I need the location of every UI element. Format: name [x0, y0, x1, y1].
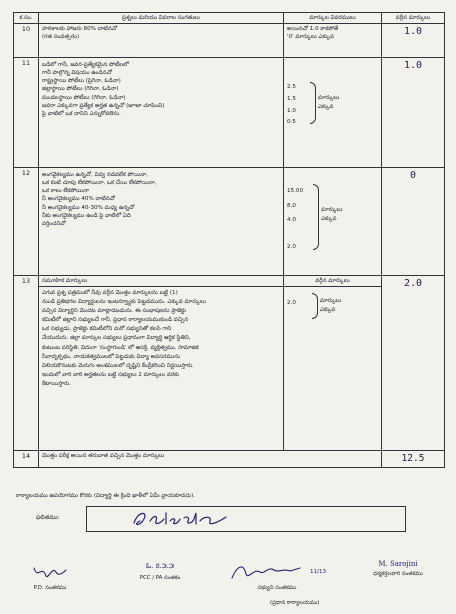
marks-line: '0' మార్కులు ఎక్కువ: [287, 34, 335, 41]
pcc-scribble: ఓ. ౭.౫.౫: [146, 562, 174, 570]
marks-values: [287, 82, 296, 129]
brace-icon: [310, 82, 316, 124]
pcc-signature-block: [120, 562, 200, 582]
item-line: ఒక సభ్యుడు, ప్రాజెక్టు కమిటీలోని మరో సభ్యునితో కలసి గాని: [42, 326, 172, 333]
item-line: ఒక కాలు లేకపోయినా: [42, 188, 89, 195]
row-number: 13: [14, 276, 39, 451]
marks-value: 15.00: [287, 188, 304, 195]
given-marks: 2.0: [382, 276, 445, 451]
row-number: 12: [14, 168, 39, 276]
item-line: జిల్లాస్థాయి పోటీలు (గెగినా, ఓడినా): [42, 86, 119, 93]
trustee-signature-label: ధర్మకర్తలవారి సంతకము: [373, 571, 423, 577]
item-line: విలియకొనుటకు మెరుగు అంశములలో దృష్టిని కేంద్రీకరించి నిర్ణయిస్తారు.: [42, 362, 194, 369]
member-signature-block: [222, 562, 332, 592]
row-heading: సమూహిక మార్కులు: [39, 276, 283, 287]
row-item: [39, 451, 382, 468]
item-line: బడిలో గానీ, జవర-ప్రత్యేకమైన పోటీలలో: [42, 62, 129, 69]
header-item: ప్రశ్నలు మరియు వివరాల సంగతులు: [39, 13, 284, 24]
pd-signature-label: P.D. సంతకము: [33, 585, 67, 591]
brace-label: మార్కులు ఎక్కువ: [319, 298, 342, 313]
item-line: కమిటీలో జిల్లాని సభ్యులచే గానీ, ప్రధాన కార్యాలయముకుండి వచ్చిన: [42, 317, 189, 324]
handwritten-result-signature: [130, 509, 250, 529]
item-line: వర్తించనిచో: [42, 220, 66, 227]
pd-signature-icon: [28, 562, 72, 582]
marks-values: [287, 184, 303, 254]
row-item: [39, 58, 284, 168]
item-line: పై వాటిలో ఒక దానిని ఎన్నుకోవలెను.: [42, 110, 121, 117]
marks-group: [287, 184, 378, 254]
item-line: నుండి ప్రతిభగల విద్యార్థులను ఇంటర్వ్యూకు పెట్టడమును. ఎక్కువ మార్కులు: [42, 299, 206, 306]
row-marks: [284, 168, 382, 276]
brace-icon: [312, 293, 318, 319]
table-row-13: [14, 276, 445, 451]
item-line: గానీ పాల్గొన్న విషయం ఉండినచో: [42, 70, 112, 77]
trustee-signature-block: [350, 560, 446, 578]
brace-label: మార్కులు ఎక్కువ: [317, 95, 340, 110]
marks-value: 0.5: [287, 119, 296, 126]
row-item: [39, 168, 284, 276]
pcc-signature-label: PCC / PA సంతకం: [139, 575, 181, 581]
item-line: మండలస్థాయి పోటీలు (గెగినా, ఓడినా): [42, 94, 126, 101]
item-line: వచ్చిన విద్యార్థిని మొదట మాట్లాడబడును. ఈ సంభాషణను ప్రాజెక్టు: [42, 308, 187, 315]
item-line: అంగవైకల్యము ఉన్నచో, వివ్వ నడవలేక పోయినా,: [42, 172, 149, 179]
row-number: 11: [14, 58, 39, 168]
row-marks: [284, 24, 382, 58]
brace-icon: [313, 184, 319, 250]
row-item: [39, 276, 284, 451]
marks-value: 8.0: [287, 202, 296, 209]
marks-value: 2.0: [287, 300, 296, 307]
item-line: ఎగువ ప్రశ్న పత్రములో నీవు వర్గీన మొత్తం మార్కులను బట్టి (1): [42, 290, 178, 297]
item-line: పాఠశాలకు హాజరు 80% దాటినచో: [42, 26, 118, 33]
header-marks: మార్కుల వివరములు: [284, 13, 382, 24]
marks-value: 2.0: [287, 243, 296, 250]
row-marks: [284, 58, 382, 168]
table-header-row: [14, 13, 445, 24]
item-line: కుటుంబ పరిస్థితి, విదునా 'సంస్థాగుండి' లో ఆసక్తి, వ్యక్తిత్వము, సామాజిక: [42, 344, 199, 351]
row-number: 14: [14, 451, 39, 468]
table-row-11: [14, 58, 445, 168]
item-line: (గత సంవత్సరం): [42, 34, 80, 41]
item-line: మొత్తం పరీక్ష అయిన తరువాత వచ్చిన మొత్తం మార్కులు: [42, 453, 165, 460]
marks-group: [284, 287, 381, 325]
item-line: జవరా ఎక్కువగా ప్రత్యేక అర్హత ఉన్నచో (జూజా చూపించి): [42, 102, 165, 109]
given-marks: 1.0: [382, 24, 445, 58]
table-row-10: [14, 24, 445, 58]
row-item: [39, 24, 284, 58]
item-line: సేవాదృక్పథం, నాయకత్వములలో పెట్టడుకు విద్యా అవసరమును: [42, 353, 181, 360]
item-line: చేయుదురు. జిల్లా మార్కుల సభ్యులు ప్రధానంగా విద్యార్థి ఆర్థిక స్థితిని,: [42, 335, 191, 342]
member-signature-icon: [228, 562, 308, 582]
item-line: నీకు అంగవైకల్యము ఉండి పై వాటిలో ఏది: [42, 212, 131, 219]
result-label: ఫలితము:: [36, 514, 60, 521]
marks-value: 2.5: [287, 84, 296, 91]
row-marks: [284, 276, 382, 451]
marks-value: 1.0: [287, 107, 296, 114]
marks-line: అయినచో 1.0 కాకపోతే: [287, 26, 339, 33]
marks-values: [287, 293, 296, 307]
item-line: కేటాయిస్తారు.: [42, 380, 72, 387]
item-line: నీ అంగవైకల్యము 40-30% మధ్య ఉన్నచో: [42, 204, 135, 211]
item-line: నీ అంగవైకల్యము 40% దాటినచో: [42, 196, 115, 203]
marks-table: [13, 12, 445, 468]
head-office-label: (ప్రధాన కార్యాలయము): [270, 600, 320, 606]
row-number: 10: [14, 24, 39, 58]
table-row-12: [14, 168, 445, 276]
row-marks-heading: వర్గీన మార్కులు: [284, 276, 381, 287]
member-signature-label: సభ్యుని సంతకము: [257, 585, 297, 591]
pd-signature-block: [20, 562, 80, 592]
office-use-note: కార్యాలయము ఉపయోగము కొరకు (విద్యార్థి ఈ క్రింది ఖాళీలో ఏమీ వ్రాయకూడదు).: [16, 493, 196, 499]
header-given: వర్గీన మార్కులు: [382, 13, 445, 24]
item-line: ఇందులో వారి వారి అర్హతలను బట్టి సభ్యులు 2 మార్కులు వరకు: [42, 371, 179, 378]
marks-value: 4.0: [287, 217, 296, 224]
item-line: ఒక కంటి చూపు లేకపోయినా, ఒక చేయి లేకపోయినా,: [42, 180, 157, 187]
marks-group: [287, 82, 378, 129]
trustee-name: M. Sarojini: [378, 560, 418, 568]
marks-value: 1.5: [287, 95, 296, 102]
given-marks: 1.0: [382, 58, 445, 168]
header-sno: క.సం.: [14, 13, 39, 24]
given-marks: 0: [382, 168, 445, 276]
brace-label: మార్కులు ఎక్కువ: [321, 207, 343, 222]
item-line: రాష్ట్రస్థాయి పోటీలు (ప్రెగినా, ఓడినా): [42, 78, 121, 85]
given-marks: 12.5: [382, 451, 445, 468]
member-signature-date: 11/13: [309, 569, 327, 575]
table-row-14: [14, 451, 445, 468]
